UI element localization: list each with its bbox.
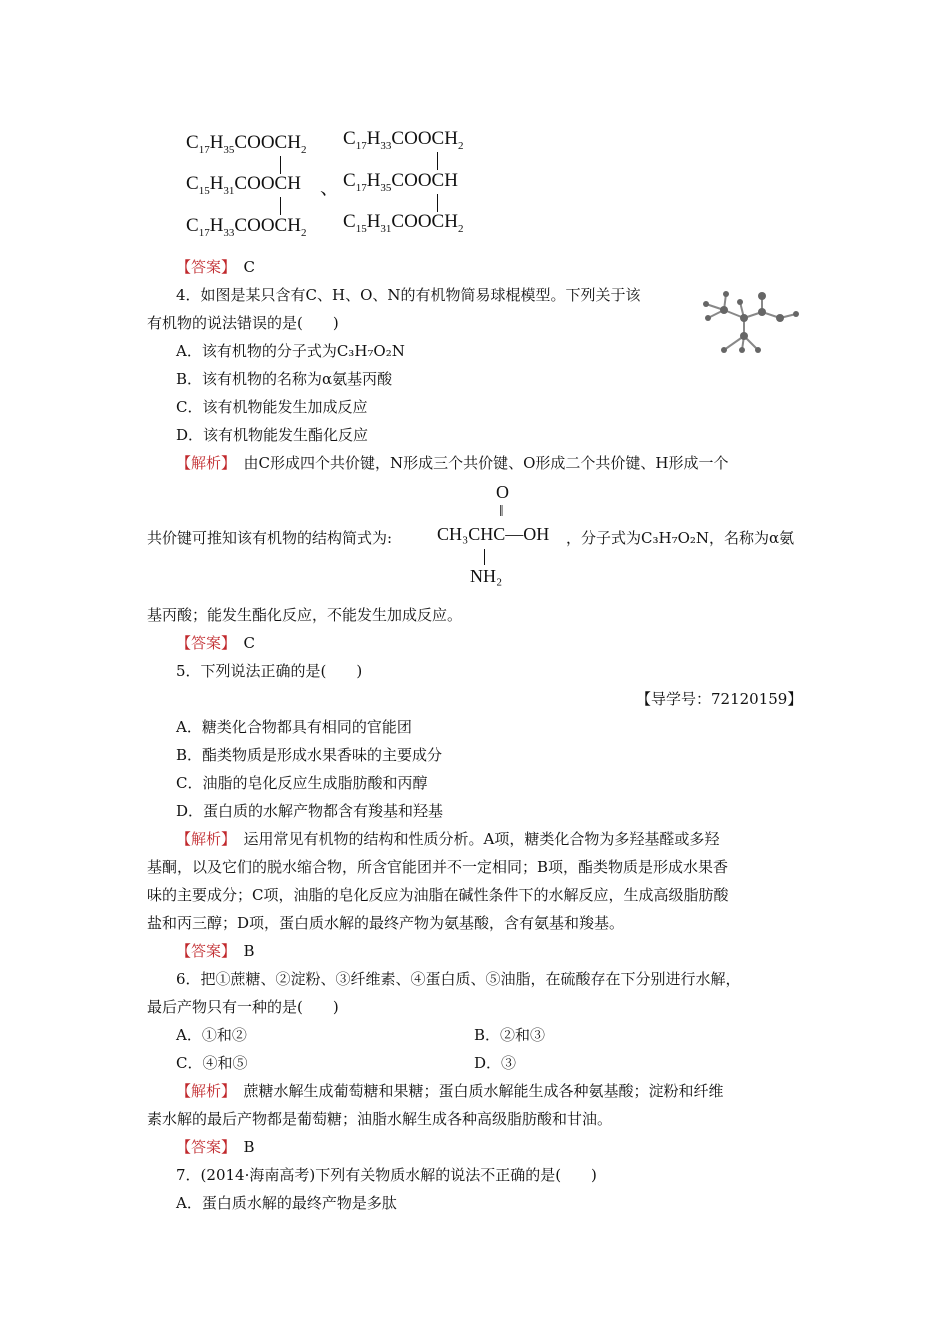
q4-explanation-line3: 基丙酸；能发生酯化反应，不能发生加成反应。 bbox=[147, 606, 463, 624]
q6-explanation-line1: 【解析】 蔗糖水解生成葡萄糖和果糖；蛋白质水解能生成各种氨基酸；淀粉和纤维 bbox=[176, 1082, 724, 1100]
struct-amino-group: NH₂ bbox=[470, 566, 503, 586]
q5-guide-number: 【导学号：72120159】 bbox=[636, 690, 803, 708]
q7-stem: 7．(2014·海南高考)下列有关物质水解的说法不正确的是( ) bbox=[176, 1166, 597, 1184]
q4-option-a: A．该有机物的分子式为C₃H₇O₂N bbox=[176, 342, 405, 360]
q4-explanation-line2b: ，分子式为C₃H₇O₂N，名称为α氨 bbox=[566, 529, 795, 547]
document-page: $C_{17}H_{35}COOCH_2$ $C_{15}H_{31}COOCH$ $C_{17}H_{33}COOCH_2$ 、 $C_{17}H_{33}COOCH_2$ $C_{17}H_{35}COOCH$ $C_{15}H_{31}COOCH_2$ 【答案】 C 4．如图是某只含有C、H、O、N的有机物简易球棍模型。下列关于该 有机物的说法错误的是( ) A．该有机物的分子式为C₃H₇O₂N B．该有机物的名称为α氨基丙酸 C．该有机物能发生加成反应 D．该有机物能发生酯化反应 【解析】 由C形成四个共价键，N形成三个共价键、O形成二个共价键、H形成一个 O ‖ 共价键可推知该有机物的结构简式为: CH₃CHC—OH NH₂ ，分子式为C₃H₇O₂N，名称为α氨 基丙酸；能发生酯化反应，不能发生加成反应。 【答案】 C 5．下列说法正确的是( ) 【导学号：72120159】 A．糖类化合物都具有相同的官能团 B．酯类物质是形成水果香味的主要成分 C．油脂的皂化反应生成脂肪酸和丙醇 D．蛋白质的水解产物都含有羧基和羟基 【解析】 运用常见有机物的结构和性质分析。A项，糖类化合物为多羟基醛或多羟 基酮，以及它们的脱水缩合物，所含官能团并不一定相同；B项，酯类物质是形成水果香 味的主要成分；C项，油脂的皂化反应为油脂在碱性条件下的水解反应，生成高级脂肪酸 盐和丙三醇；D项，蛋白质水解的最终产物为氨基酸，含有氨基和羧基。 【答案】 B 6．把①蔗糖、②淀粉、③纤维素、④蛋白质、⑤油脂，在硫酸存在下分别进行水解， 最后产物只有一种的是( ) A．①和② B．②和③ C．④和⑤ D．③ 【解析】 蔗糖水解生成葡萄糖和果糖；蛋白质水解能生成各种氨基酸；淀粉和纤维 素水解的最后产物都是葡萄糖；油脂水解生成各种高级脂肪酸和甘油。 【答案】 B 7．(2014·海南高考)下列有关物质水解的说法不正确的是( ) A．蛋白质水解的最终产物是多肽 bbox=[0, 0, 950, 1344]
q4-option-b: B．该有机物的名称为α氨基丙酸 bbox=[176, 370, 393, 388]
q5-explanation-line1: 【解析】 运用常见有机物的结构和性质分析。A项，糖类化合物为多羟基醛或多羟 bbox=[176, 830, 720, 848]
q4-stem-line1: 4．如图是某只含有C、H、O、N的有机物简易球棍模型。下列关于该 bbox=[176, 286, 641, 304]
q3-answer: 【答案】 C bbox=[176, 258, 256, 276]
struct-main-chain: CH₃CHC—OH bbox=[437, 524, 550, 544]
ball-stick-model-image bbox=[696, 288, 808, 358]
q6-answer: 【答案】 B bbox=[176, 1138, 255, 1156]
q5-option-c: C．油脂的皂化反应生成脂肪酸和丙醇 bbox=[176, 774, 428, 792]
q5-option-d: D．蛋白质的水解产物都含有羧基和羟基 bbox=[176, 802, 444, 820]
q7-option-a: A．蛋白质水解的最终产物是多肽 bbox=[176, 1194, 397, 1212]
q6-stem-line1: 6．把①蔗糖、②淀粉、③纤维素、④蛋白质、⑤油脂，在硫酸存在下分别进行水解， bbox=[176, 970, 741, 988]
q6-option-a: A．①和② bbox=[176, 1026, 247, 1044]
q6-explanation-line2: 素水解的最后产物都是葡萄糖；油脂水解生成各种高级脂肪酸和甘油。 bbox=[147, 1110, 613, 1128]
q5-answer: 【答案】 B bbox=[176, 942, 255, 960]
struct-double-bond: ‖ bbox=[499, 503, 504, 520]
q5-stem: 5．下列说法正确的是( ) bbox=[176, 662, 363, 680]
q6-option-b: B．②和③ bbox=[474, 1026, 546, 1044]
q4-explanation-line1: 【解析】 由C形成四个共价键，N形成三个共价键、O形成二个共价键、H形成一个 bbox=[176, 454, 729, 472]
struct-oxygen: O bbox=[496, 482, 509, 502]
q5-explanation-line2: 基酮，以及它们的脱水缩合物，所含官能团并不一定相同；B项，酯类物质是形成水果香 bbox=[147, 858, 729, 876]
q4-explanation-line2a: 共价键可推知该有机物的结构简式为: bbox=[147, 529, 393, 547]
q4-option-c: C．该有机物能发生加成反应 bbox=[176, 398, 368, 416]
q5-option-a: A．糖类化合物都具有相同的官能团 bbox=[176, 718, 412, 736]
q4-answer: 【答案】 C bbox=[176, 634, 256, 652]
q4-option-d: D．该有机物能发生酯化反应 bbox=[176, 426, 369, 444]
q4-stem-line2: 有机物的说法错误的是( ) bbox=[147, 314, 339, 332]
q6-option-d: D．③ bbox=[474, 1054, 517, 1072]
q5-explanation-line4: 盐和丙三醇；D项，蛋白质水解的最终产物为氨基酸，含有氨基和羧基。 bbox=[147, 914, 625, 932]
q6-option-c: C．④和⑤ bbox=[176, 1054, 248, 1072]
q6-stem-line2: 最后产物只有一种的是( ) bbox=[147, 998, 339, 1016]
fat-separator: 、 bbox=[320, 178, 340, 199]
q5-option-b: B．酯类物质是形成水果香味的主要成分 bbox=[176, 746, 443, 764]
q5-explanation-line3: 味的主要成分；C项，油脂的皂化反应为油脂在碱性条件下的水解反应，生成高级脂肪酸 bbox=[147, 886, 729, 904]
